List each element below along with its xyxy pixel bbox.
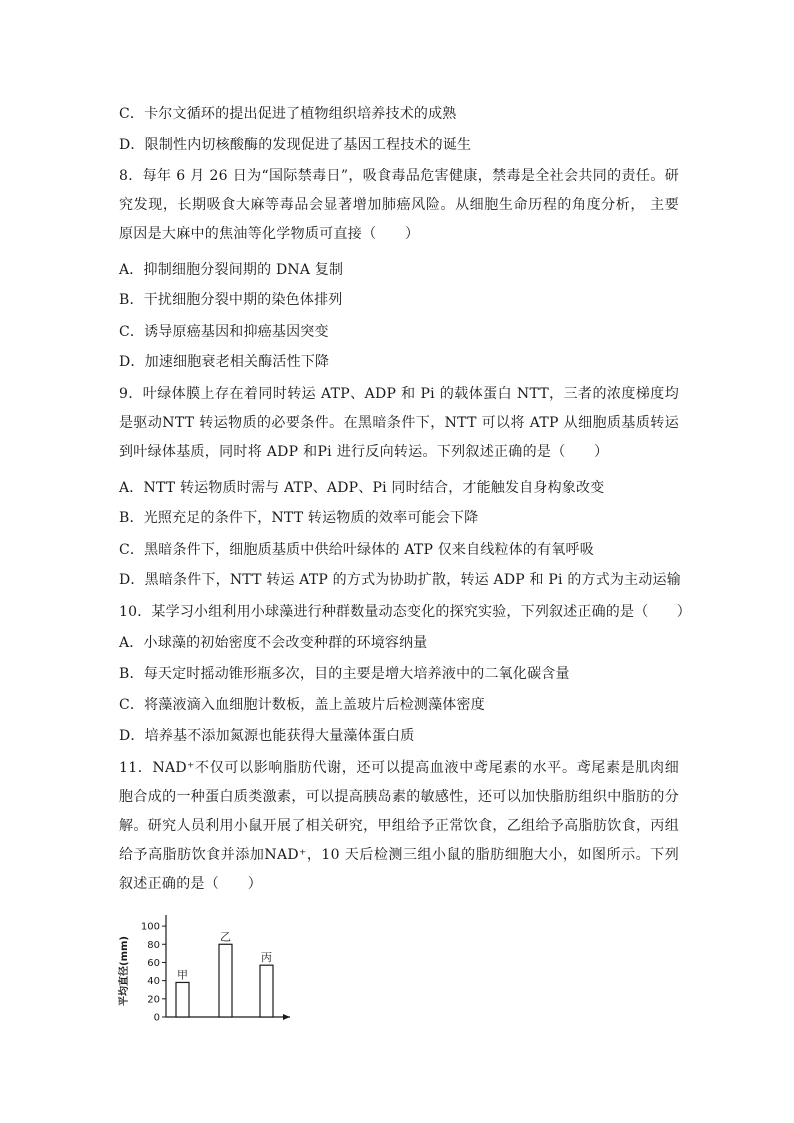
q8-option-a: A．抑制细胞分裂间期的 DNA 复制 [119,262,344,278]
bar-label: 乙 [220,930,231,944]
bar-乙 [219,944,232,1017]
fat-cell-diameter-bar-chart [110,905,300,1035]
q10-option-b: B．每天定时摇动锥形瓶多次，目的主要是增大培养液中的二氧化碳含量 [119,666,570,682]
q10-option-c: C．将藻液滴入血细胞计数板，盖上盖玻片后检测藻体密度 [119,697,485,713]
q9-option-a: A．NTT 转运物质时需与 ATP、ADP、Pi 同时结合，才能触发自身构象改变 [119,480,605,496]
q8-option-d: D．加速细胞衰老相关酶活性下降 [119,354,330,370]
q8-option-c: C．诱导原癌基因和抑癌基因突变 [119,324,329,340]
bar-label: 甲 [177,968,188,982]
bar-label: 丙 [261,951,272,965]
q8-option-b: B．干扰细胞分裂中期的染色体排列 [119,292,343,308]
x-axis-arrow [283,1014,290,1020]
q9-option-b: B．光照充足的条件下，NTT 转运物质的效率可能会下降 [119,510,479,526]
q10-stem: 10．某学习小组利用小球藻进行种群数量动态变化的探究实验，下列叙述正确的是（ ） [119,604,692,620]
q7-option-d: D．限制性内切核酸酶的发现促进了基因工程技术的诞生 [119,137,472,153]
q9-option-c: C．黑暗条件下，细胞质基质中供给叶绿体的 ATP 仅来自线粒体的有氧呼吸 [119,542,594,558]
y-tick-label: 60 [147,957,160,969]
y-tick-label: 20 [147,994,160,1006]
q8-stem: 8．每年 6 月 26 日为“国际禁毒日”，吸食毒品危害健康，禁毒是全社会共同的责任。研究发现，长期吸食大麻等毒品会显著增加肺癌风险。从细胞生命历程的角度分析， 主要原因是大麻中的焦油等化学物质可直接（ ） [119,168,679,242]
q7-option-c: C．卡尔文循环的提出促进了植物组织培养技术的成熟 [119,106,457,122]
q9-option-d: D．黑暗条件下，NTT 转运 ATP 的方式为协助扩散，转运 ADP 和 Pi 的方式为主动运输 [119,572,681,588]
y-tick-label: 40 [147,976,160,988]
bar-甲 [176,982,189,1017]
chart-plot-area [141,915,290,1024]
q10-option-a: A．小球藻的初始密度不会改变种群的环境容纳量 [119,635,428,651]
y-tick-label: 0 [153,1012,160,1024]
q9-stem: 9．叶绿体膜上存在着同时转运 ATP、ADP 和 Pi 的载体蛋白 NTT，三者的浓度梯度均是驱动NTT 转运物质的必要条件。在黑暗条件下，NTT 可以将 ATP 从细胞质基质转运到叶绿体基质，同时将 ADP 和Pi 进行反向转运。下列叙述正确的是（ ） [119,386,679,460]
q11-stem: 11．NAD⁺不仅可以影响脂肪代谢，还可以提高血液中鸢尾素的水平。鸢尾素是肌肉细胞合成的一种蛋白质类激素，可以提高胰岛素的敏感性，还可以加快脂肪组织中脂肪的分解。研究人员利用小鼠开展了相关研究，甲组给予正常饮食，乙组给予高脂肪饮食，丙组给予高脂肪饮食并添加NAD⁺，10 天后检测三组小鼠的脂肪细胞大小，如图所示。下列叙述正确的是（ ） [119,760,679,892]
y-axis-label: 平均直径(mm) [119,936,130,1006]
y-tick-label: 100 [140,921,160,933]
bar-丙 [260,965,273,1017]
q10-option-d: D．培养基不添加氮源也能获得大量藻体蛋白质 [119,728,415,744]
y-tick-label: 80 [147,939,160,951]
